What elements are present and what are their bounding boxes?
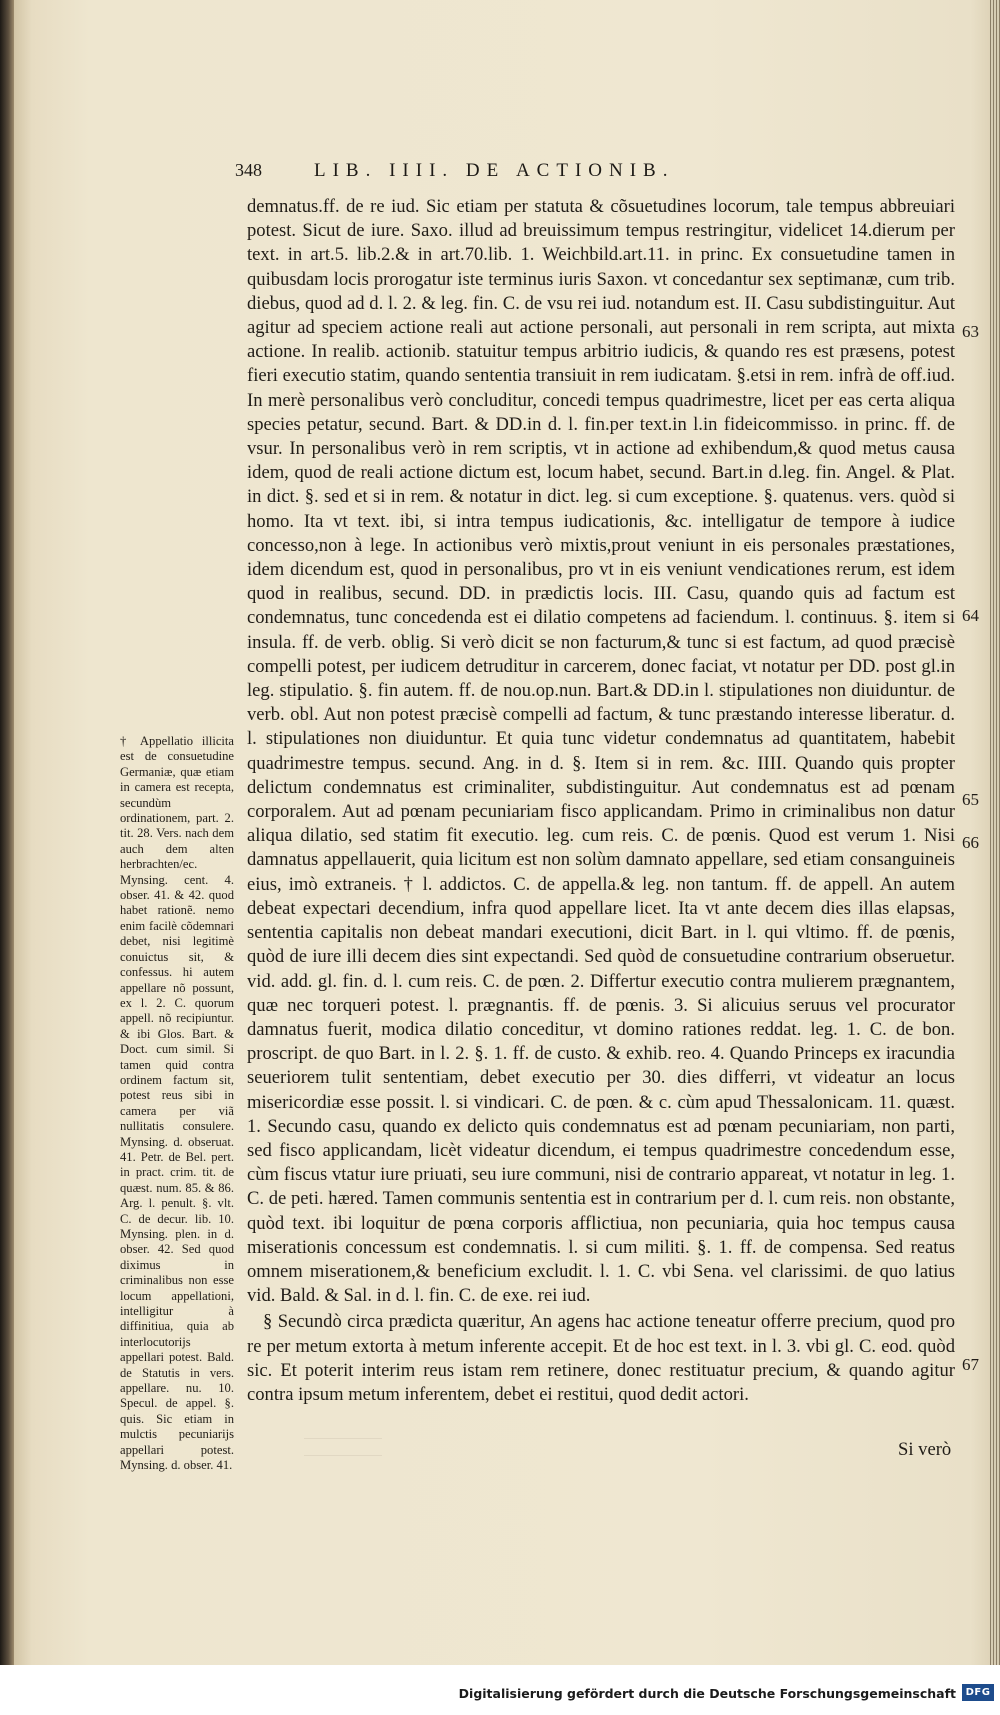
page-number: 348 <box>235 160 262 180</box>
footer-credit: Digitalisierung gefördert durch die Deutsche Forschungsgemeinschaft <box>458 1686 956 1701</box>
running-head-title: LIB. IIII. DE ACTIONIB. <box>314 160 675 181</box>
main-text <box>247 195 955 1407</box>
paragraph-2: § Secundò circa prædicta quæritur, An agens hac actione teneatur offerre precium, quod pro re per metum extorta à metum inferente accepit. Et de hoc est text. in l. 3. vbi gl. C. eod. quòd sic. Et poterit interim reus istam rem retinere, donec restituatur precium, & quando agitur contra ipsum metum inferentem, debet ei restitui, quod dedit actori. <box>247 1311 955 1405</box>
margin-number: 65 <box>962 790 979 809</box>
margin-number: 64 <box>962 606 979 625</box>
book-spine <box>0 0 14 1715</box>
margin-note: † Appellatio illicita est de consuetudine Germaniæ, quæ etiam in camera est recepta, secundùm ordinationem, part. 2. tit. 28. Vers. nach dem auch dem alten herbrachten/ec. Mynsing. cent. 4. obser. 41. & 42. quod habet rationẽ. nemo enim facilè cõdemnari debet, nisi legitimè conuictus sit, & confessus. hi autem appellare nõ possunt, ex l. 2. C. quorum appell. nõ recipiuntur. & ibi Glos. Bart. & Doct. cum simil. Si tamen quid contra ordinem factum sit, potest reus sibi in camera per viã nullitatis consulere. Mynsing. d. obseruat. 41. Petr. de Bel. pert. in pract. crim. tit. de quæst. num. 85. & 86. Arg. l. penult. §. vlt. C. de decur. lib. 10. Mynsing. plen. in d. obser. 42. Sed quod diximus in criminalibus non esse locum appellationi, intelligitur à diffinitiua, quia ab interlocutorijs appellari potest. Bald. de Statutis in vers. appellare. nu. 10. Specul. de appel. §. quis. Sic etiam in mulctis pecuniarijs appellari potest. Mynsing. d. obser. 41. <box>120 734 234 1473</box>
catchword: Si verò <box>898 1439 952 1460</box>
paragraph-1: demnatus.ff. de re iud. Sic etiam per statuta & cõsuetudines locorum, tale tempus abbreuiari potest. Sicut de iure. Saxo. illud ad breuissimum tempus restringitur, videlicet 14.dierum per text. in art.5. lib.2.& in art.70.lib. 1. Weichbild.art.11. in princ. Ex consuetudine tamen in quibusdam locis prorogatur iste terminus iuris Saxon. vt concedantur sex septimanæ, cum trib. diebus, quod ad d. l. 2. & leg. fin. C. de vsu rei iud. notandum est. II. Casu subdistinguitur. Aut agitur ad speciem actione reali aut actione personali, aut personali in rem scripta, aut mixta actione. In realib. actionib. statuitur tempus arbitrio iudicis, & quando res est præsens, potest fieri executio statim, quando sententia transiuit in rem iudicatam. §.etsi in rem. infrà de off.iud. In merè personalibus verò concluditur, concedi tempus quadrimestre, licet per eas certa aliqua species petatur, secund. Bart. & DD.in d. l. fin.per text.in l.in fideicommisso. in princ. ff. de vsur. In personalibus verò in rem scriptis, vt in actione ad exhibendum,& quod metus causa idem, quod de reali actione dictum est, locum habet, secund. Bart.in d.leg. fin. Angel. & Plat. in dict. §. sed et si in rem. & notatur in dict. leg. si cum exceptione. §. quatenus. vers. quòd si homo. Ita vt text. ibi, si intra tempus iudicationis, &c. intelligatur de tempore à iudice concesso,non à lege. In actionibus verò mixtis,prout veniunt in eis personales præstationes, idem dicendum est, quod in personalibus, pro vt in eis veniunt vendicationes rerum, est idem quod in realibus, secund. DD. in prædictis locis. III. Casu, quando quis ad factum est condemnatus, tunc concedenda est ei dilatio competens ad faciendum. l. continuus. §. item si insula. ff. de verb. oblig. Si verò dicit se non facturum,& tunc si est factum, ad quod præcisè compelli potest, per iudicem detruditur in carcerem, donec faciat, vt notatur per DD. post gl.in leg. stipulatio. §. fin autem. ff. de nou.op.nun. Bart.& DD.in l. stipulationes non diuiduntur. de verb. obl. Aut non potest præcisè compelli ad factum, & tunc præstando interesse liberatur. d. l. stipulationes non diuiduntur. Et quia tunc videtur condemnatus ad quantitatem, habebit quadrimestre tempus. secund. Ang. in d. §. Item si in rem. &c. IIII. Quando quis propter delictum condemnatus est criminaliter, subdistinguitur. Aut condemnatus est ad pœnam corporalem. Aut ad pœnam pecuniariam fisco applicandam. Primo in criminalibus non datur aliqua dilatio, sed statim fit executio. leg. cum reis. C. de pœnis. Quod est verum 1. Nisi damnatus appellauerit, quia licitum est non solùm damnato appellare, sed etiam consanguineis eius, imò extraneis. † l. addictos. C. de appella.& leg. non tantum. ff. de appell. An autem debeat expectari decendium, infra quod appellare licet. Ita vt ante decem dies illas elapsas, sententia capitalis non debeat mandari executioni, dicit Bart. in l. qui vltimo. ff. de pœnis, quòd de iure illi decem dies sint expectandi. Sed quòd de consuetudine contrarium obseruetur. vid. add. gl. fin. d. l. cum reis. C. de pœn. 2. Differtur executio contra mulierem prægnantem, quæ nec torqueri potest. l. prægnantis. ff. de pœnis. 3. Si alicuius seruus vel procurator damnatus fuerit, modica dilatio conceditur, vt domino rationes reddat. leg. 1. C. de bon. proscript. de quo Bart. in l. 2. §. 1. ff. de custo. & exhib. reo. 4. Quando Princeps ex iracundia seueriorem tulit sententiam, debet executio per 30. dies differri, vt videatur an locus misericordiæ esse possit. l. si vindicari. C. de pœn. & c. cùm apud Thessalonicam. 11. quæst. 1. Secundo casu, quando ex delicto quis condemnatus est ad pœnam pecuniariam, non parti, sed fisco applicandam, licèt videatur dicendum, ei tempus quadrimestre concedendum esse, cùm fiscus vtatur iure priuati, seu iure communi, nisi de contrario appareat, vt notatur in leg. 1. C. de peti. hæred. Tamen communis sententia est in contrarium per d. l. cum reis. non obstante, quòd text. ibi loquitur de pœna corporis afflictiua, non pecuniaria, quia hoc tempus causa miserationis concessum est condemnatis. l. si cum militi. §. 1. ff. de compensa. Sed reatus omnem miserationem,& beneficium excludit. l. 1. C. vbi Sena. vel clarissimi. de quo latius vid. Bald. & Sal. in d. l. fin. C. de exe. rei iud. <box>247 196 955 1307</box>
footer-bar <box>0 1665 1000 1715</box>
margin-number: 63 <box>962 322 979 341</box>
margin-number: 67 <box>962 1355 979 1374</box>
running-head <box>235 160 955 192</box>
dfg-logo-icon[interactable]: DFG <box>962 1684 994 1701</box>
faded-stamp <box>304 1438 382 1456</box>
margin-number: 66 <box>962 833 979 852</box>
